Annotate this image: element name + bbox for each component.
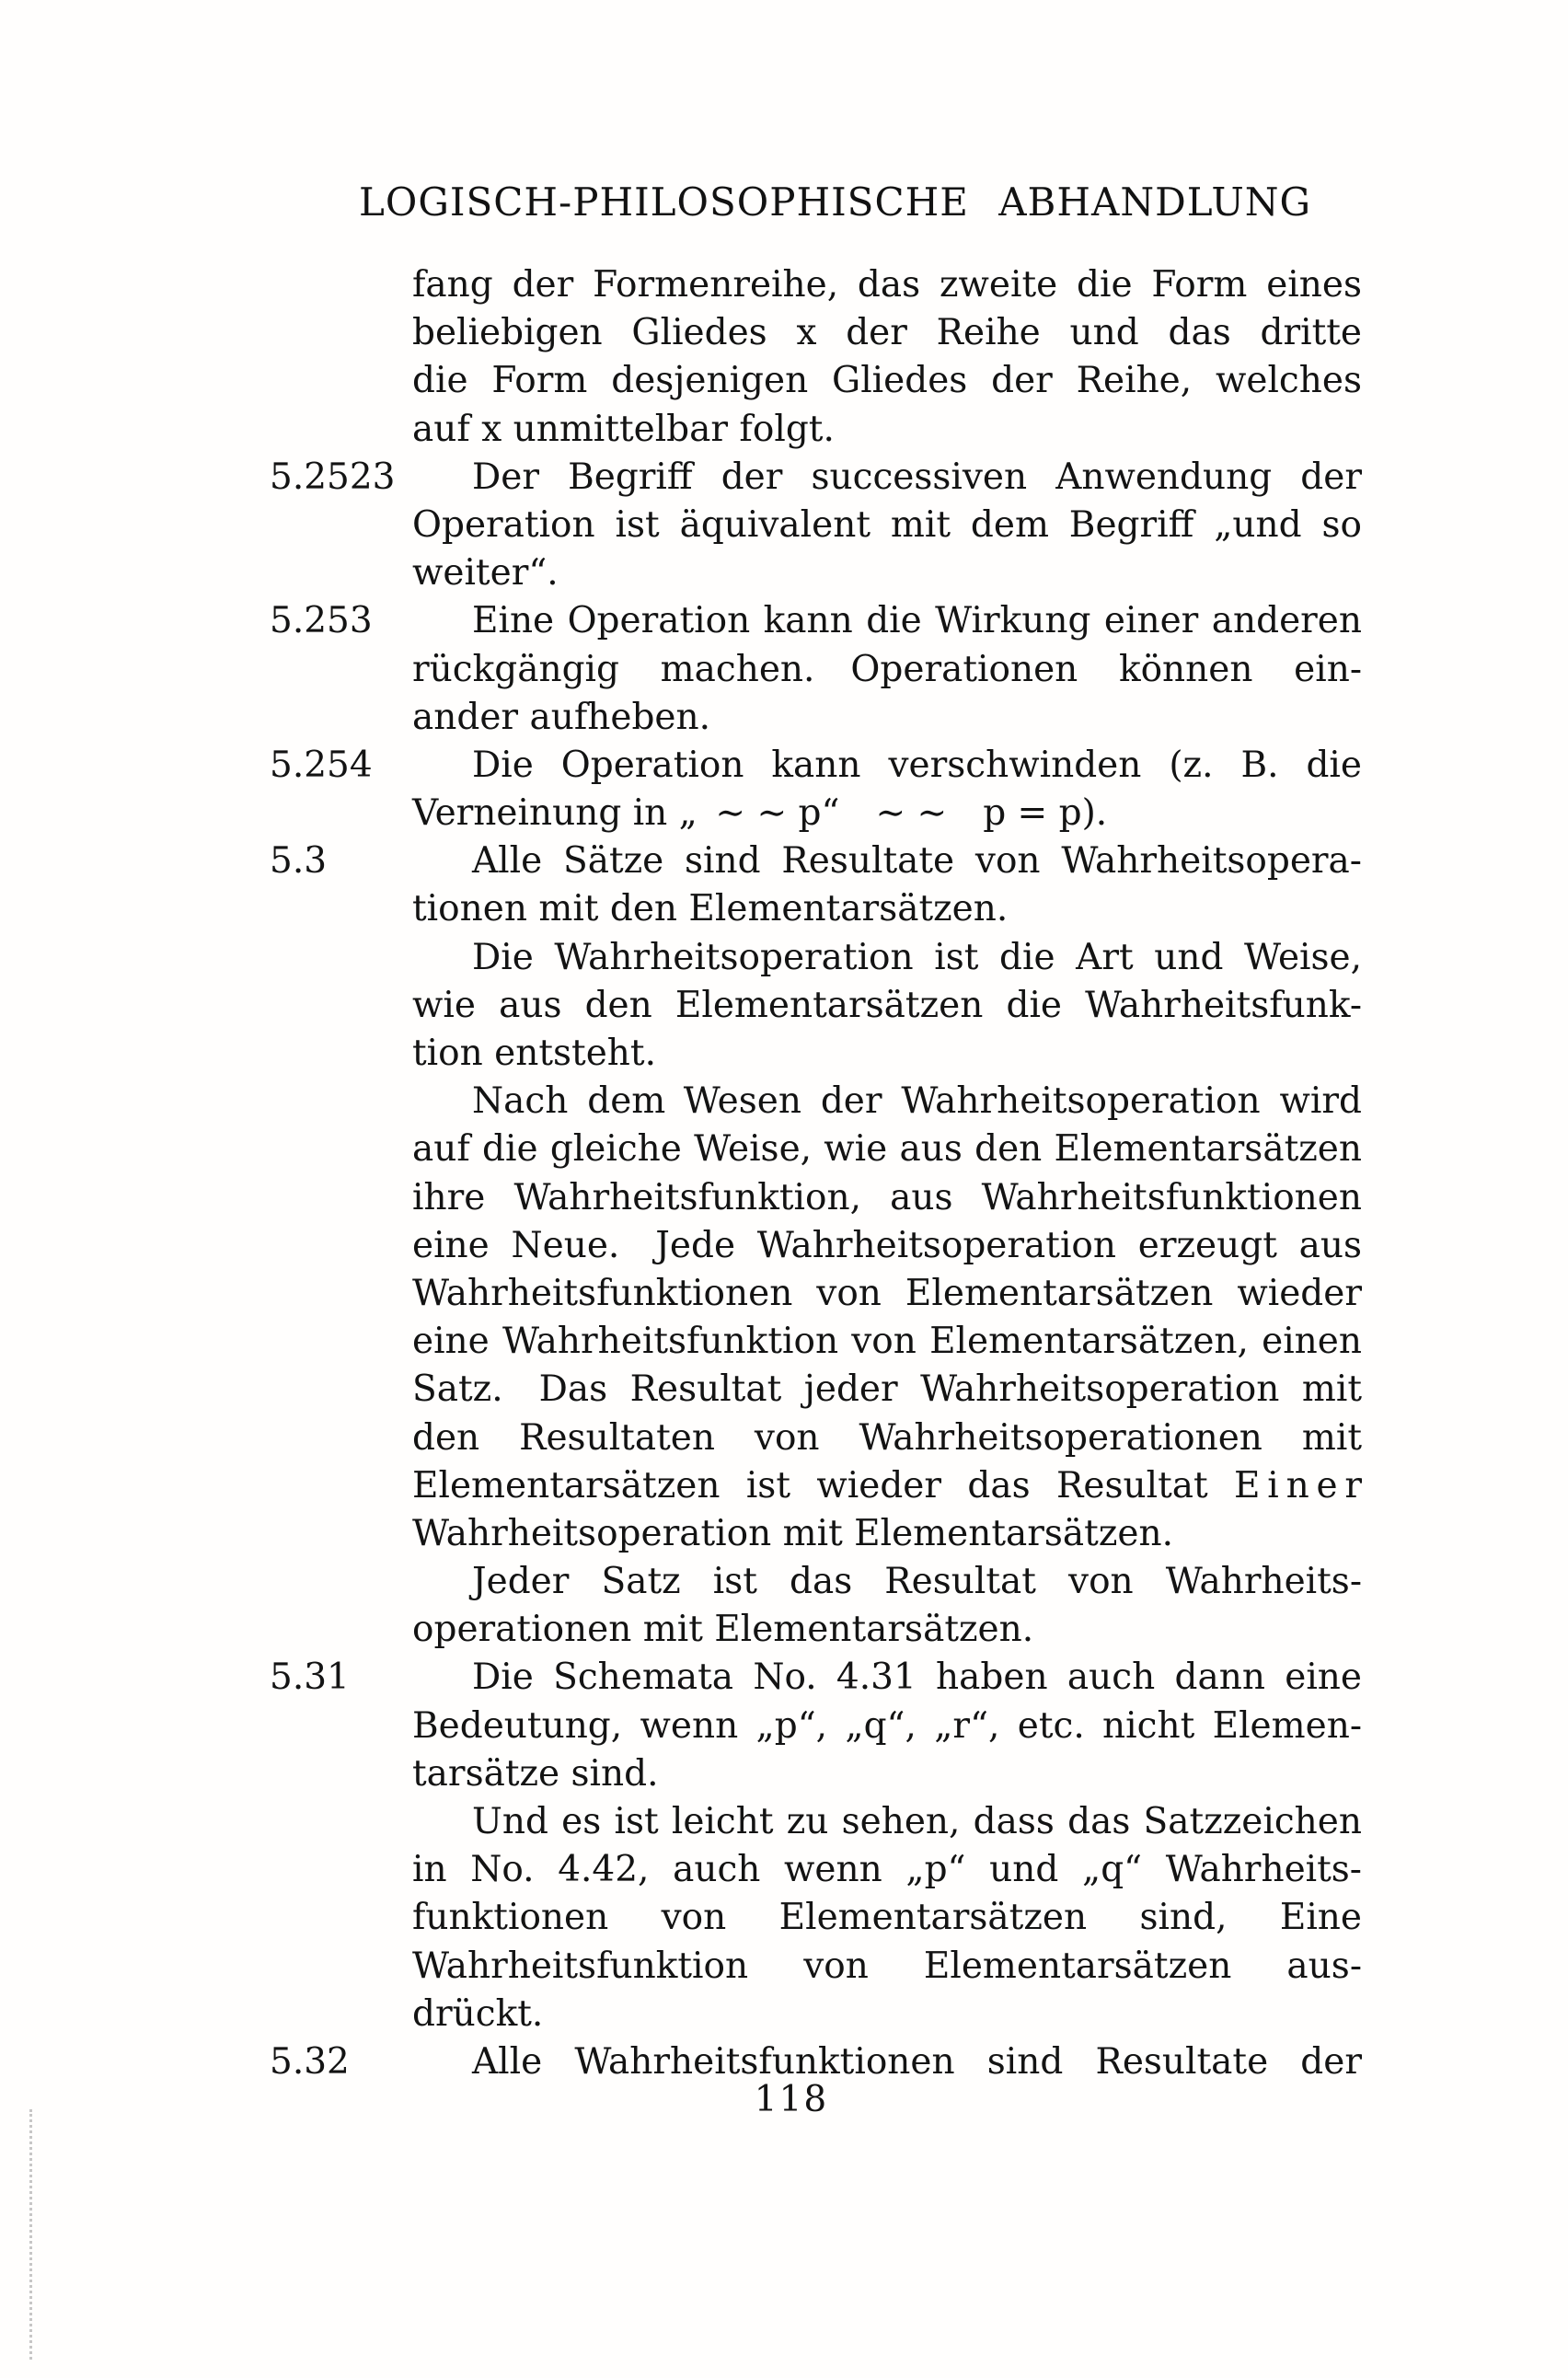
line-text: eine Wahrheitsfunktion von Elementarsätzen, einen bbox=[412, 1321, 1362, 1363]
proposition-line bbox=[270, 837, 1362, 885]
proposition-number: 5.2523 bbox=[270, 456, 396, 498]
text-line bbox=[412, 1174, 1362, 1222]
text-line bbox=[412, 502, 1362, 549]
text-line bbox=[412, 1943, 1362, 1991]
line-text: drückt. bbox=[412, 1992, 544, 2035]
proposition-line bbox=[270, 597, 1362, 645]
line-text: tionen mit den Elementarsätzen. bbox=[412, 888, 1009, 930]
text-line bbox=[412, 1270, 1362, 1318]
text-line bbox=[412, 885, 1362, 933]
scan-artifact-dotted-line bbox=[29, 2109, 32, 2360]
line-text: in No. 4.42, auch wenn „p“ und „q“ Wahrheits- bbox=[412, 1849, 1362, 1891]
proposition-number: 5.32 bbox=[270, 2040, 350, 2083]
line-text: die Form desjenigen Gliedes der Reihe, welches bbox=[412, 360, 1362, 402]
page-title: LOGISCH-PHILOSOPHISCHE ABHANDLUNG bbox=[359, 179, 1312, 225]
line-text: Wahrheitsfunktion von Elementarsätzen aus- bbox=[412, 1945, 1362, 1987]
line-text: weiter“. bbox=[412, 552, 559, 594]
text-line bbox=[412, 549, 1362, 597]
text-line bbox=[412, 1318, 1362, 1366]
proposition-line bbox=[270, 1654, 1362, 1702]
line-text: auf x unmittelbar folgt. bbox=[412, 408, 835, 450]
page-number: 118 bbox=[754, 2079, 829, 2120]
text-line bbox=[412, 1991, 1362, 2038]
line-text: Jeder Satz ist das Resultat von Wahrheits- bbox=[472, 1561, 1362, 1603]
text-line bbox=[412, 1462, 1362, 1510]
line-text: funktionen von Elementarsätzen sind, Eine bbox=[412, 1897, 1362, 1939]
text-line bbox=[412, 1894, 1362, 1942]
text-line bbox=[412, 1558, 1362, 1606]
line-text: den Resultaten von Wahrheitsoperationen mit bbox=[412, 1416, 1362, 1459]
proposition-number: 5.31 bbox=[270, 1657, 350, 1699]
line-text: auf die gleiche Weise, wie aus den Elementarsätzen bbox=[412, 1128, 1362, 1171]
line-text: ander aufheben. bbox=[412, 696, 711, 738]
line-text: Der Begriff der successiven Anwendung der bbox=[472, 456, 1362, 498]
text-line bbox=[412, 309, 1362, 357]
line-text: Bedeutung, wenn „p“, „q“, „r“, etc. nicht Elemen- bbox=[412, 1704, 1362, 1747]
line-text: Operation ist äquivalent mit dem Begriff „und so bbox=[412, 503, 1362, 546]
line-text: rückgängig machen. Operationen können ein- bbox=[412, 648, 1362, 690]
formula-line bbox=[412, 790, 1362, 837]
line-text: wie aus den Elementarsätzen die Wahrheitsfunk- bbox=[412, 984, 1362, 1026]
line-text: Wahrheitsoperation mit Elementarsätzen. bbox=[412, 1512, 1173, 1554]
line-text: Eine Operation kann die Wirkung einer anderen bbox=[472, 600, 1362, 642]
text-line bbox=[412, 357, 1362, 405]
line-text: Die Schemata No. 4.31 haben auch dann eine bbox=[472, 1657, 1362, 1699]
proposition-number: 5.3 bbox=[270, 840, 328, 883]
text-line bbox=[412, 1222, 1362, 1270]
text-line bbox=[412, 1798, 1362, 1846]
proposition-line bbox=[270, 2038, 1362, 2086]
text-line bbox=[412, 694, 1362, 742]
line-text: operationen mit Elementarsätzen. bbox=[412, 1609, 1034, 1651]
text-line bbox=[412, 1606, 1362, 1654]
line-text: Und es ist leicht zu sehen, dass das Satzzeichen bbox=[472, 1801, 1362, 1842]
text-line bbox=[412, 1078, 1362, 1126]
proposition-number: 5.253 bbox=[270, 600, 373, 642]
text-line bbox=[412, 1126, 1362, 1173]
line-text: Satz. Das Resultat jeder Wahrheitsoperation mit bbox=[412, 1368, 1362, 1411]
line-text: Nach dem Wesen der Wahrheitsoperation wird bbox=[472, 1080, 1362, 1123]
proposition-line bbox=[270, 454, 1362, 502]
text-line bbox=[412, 1030, 1362, 1078]
text-line bbox=[412, 982, 1362, 1030]
line-text: Wahrheitsfunktionen von Elementarsätzen wieder bbox=[412, 1272, 1362, 1314]
line-text: beliebigen Gliedes x der Reihe und das dritte bbox=[412, 312, 1362, 354]
text-line bbox=[412, 1510, 1362, 1558]
line-text: Elementarsätzen ist wieder das Resultat E i n e r bbox=[412, 1464, 1362, 1506]
line-text: tion entsteht. bbox=[412, 1033, 656, 1074]
line-text: Alle Sätze sind Resultate von Wahrheitsopera- bbox=[472, 840, 1362, 883]
text-line bbox=[412, 261, 1362, 309]
line-text: Verneinung in „ ∼ ∼ p“ ∼ ∼ p = p). bbox=[412, 792, 1108, 835]
text-line bbox=[412, 934, 1362, 982]
text-line bbox=[412, 1750, 1362, 1798]
line-text: eine Neue. Jede Wahrheitsoperation erzeugt aus bbox=[412, 1224, 1362, 1266]
line-text: fang der Formenreihe, das zweite die Form eines bbox=[412, 264, 1362, 306]
text-block bbox=[270, 261, 1362, 2086]
text-line bbox=[412, 1703, 1362, 1750]
line-text: Die Operation kann verschwinden (z. B. die bbox=[472, 744, 1362, 786]
text-line bbox=[412, 1846, 1362, 1894]
text-line bbox=[412, 406, 1362, 454]
line-text: tarsätze sind. bbox=[412, 1752, 659, 1795]
proposition-line bbox=[270, 742, 1362, 790]
line-text: Die Wahrheitsoperation ist die Art und Weise, bbox=[472, 936, 1362, 978]
text-line bbox=[412, 646, 1362, 694]
line-text: ihre Wahrheitsfunktion, aus Wahrheitsfunktionen bbox=[412, 1176, 1362, 1218]
text-line bbox=[412, 1366, 1362, 1414]
text-line bbox=[412, 1414, 1362, 1462]
line-text: Alle Wahrheitsfunktionen sind Resultate der bbox=[472, 2040, 1362, 2083]
proposition-number: 5.254 bbox=[270, 744, 373, 786]
